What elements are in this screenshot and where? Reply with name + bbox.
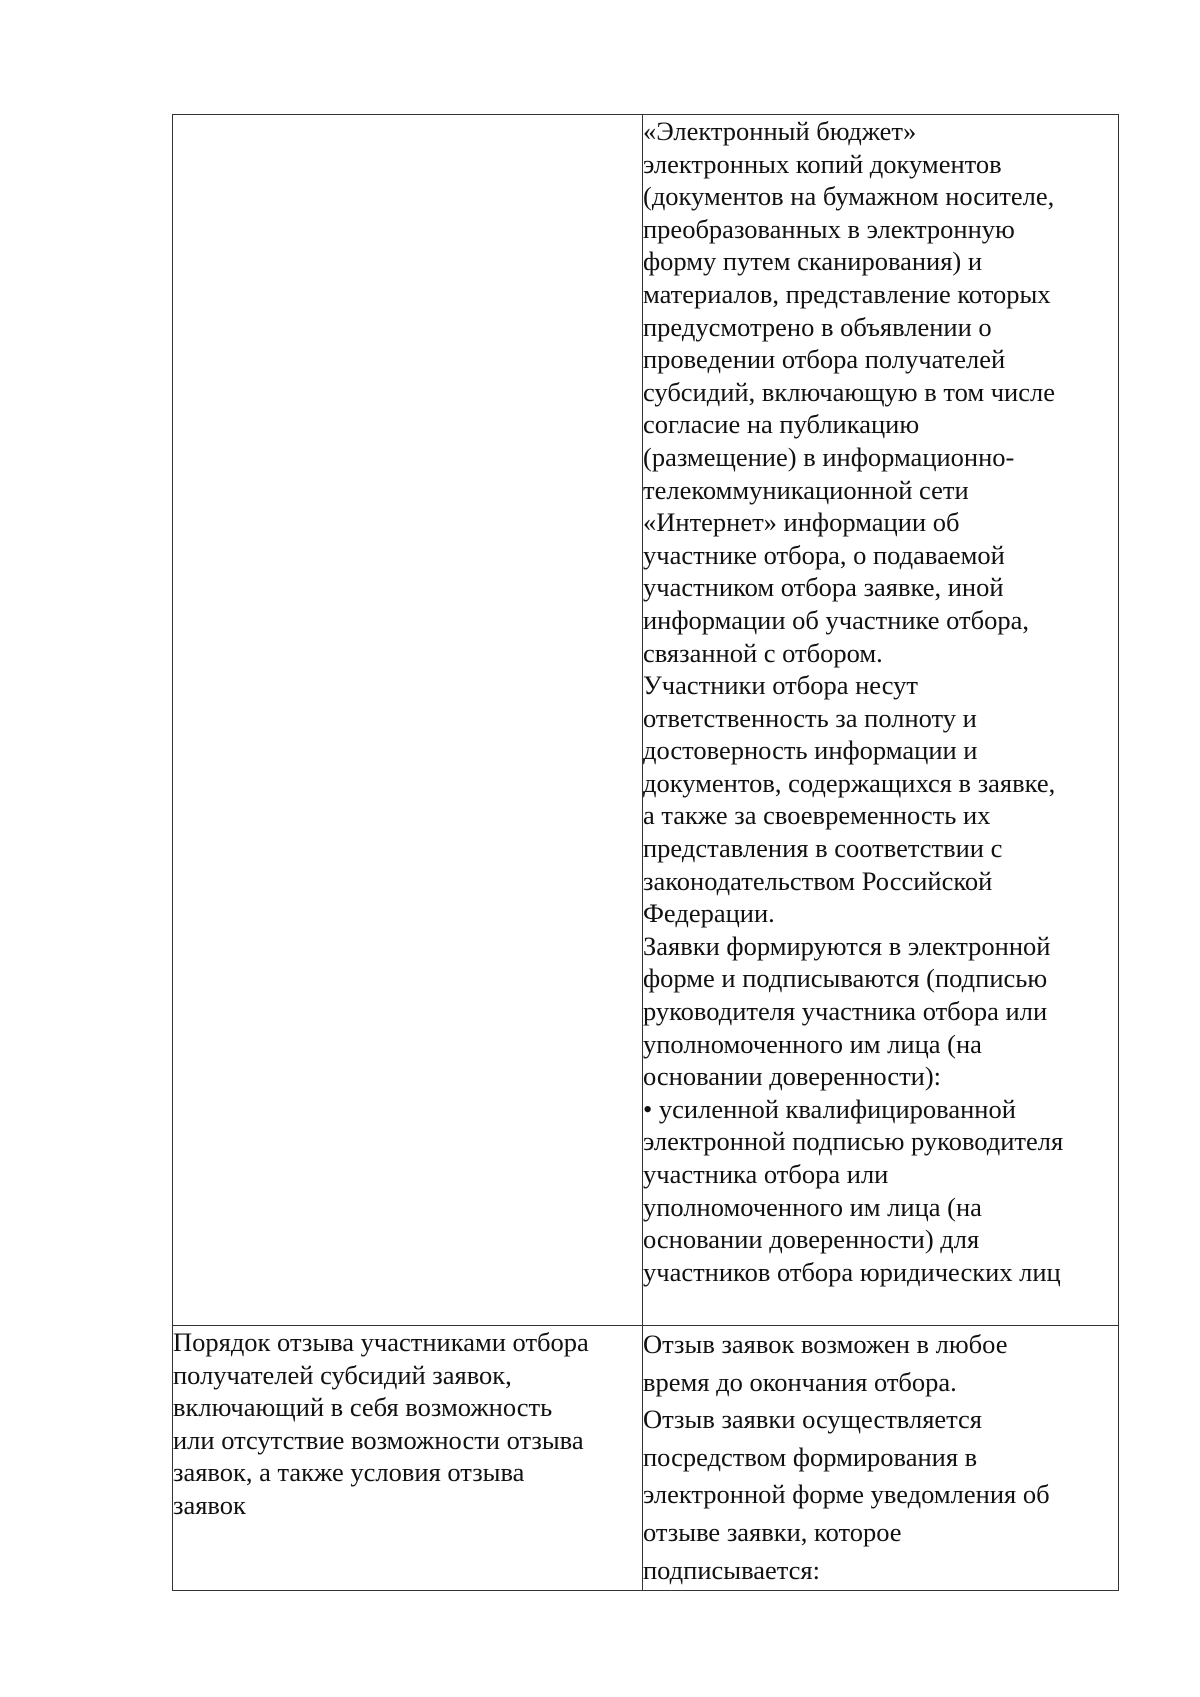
table-cell-withdrawal-heading bbox=[173, 1326, 643, 1591]
text-line: участником отбора заявке, иной bbox=[643, 572, 1004, 603]
text-line: участников отбора юридических лиц bbox=[643, 1256, 1061, 1287]
text-line: согласие на публикацию bbox=[643, 409, 920, 440]
text-line: форме и подписываются (подписью bbox=[643, 963, 1048, 994]
text-line: основании доверенности): bbox=[643, 1061, 942, 1092]
text-line: материалов, представление которых bbox=[643, 278, 1051, 309]
text-line: (документов на бумажном носителе, bbox=[643, 181, 1055, 212]
text-line: уполномоченного им лица (на bbox=[643, 1028, 982, 1059]
text-line: телекоммуникационной сети bbox=[643, 474, 969, 505]
table-row bbox=[173, 115, 1119, 1326]
text-line: получателей субсидий заявок, bbox=[173, 1359, 512, 1390]
text-line: уполномоченного им лица (на bbox=[643, 1191, 982, 1222]
document-table bbox=[172, 114, 1119, 1591]
text-line: время до окончания отбора. bbox=[643, 1366, 957, 1397]
text-line: законодательством Российской bbox=[643, 865, 993, 896]
text-line: Федерации. bbox=[643, 898, 775, 929]
table-cell-withdrawal-text bbox=[643, 1326, 1119, 1591]
text-line: форму путем сканирования) и bbox=[643, 246, 983, 277]
text-line: Заявки формируются в электронной bbox=[643, 930, 1051, 961]
text-line: информации об участнике отбора, bbox=[643, 604, 1030, 635]
text-line: руководителя участника отбора или bbox=[643, 996, 1048, 1027]
text-line: или отсутствие возможности отзыва bbox=[173, 1424, 584, 1455]
text-line: Порядок отзыва участниками отбора bbox=[173, 1327, 589, 1357]
text-line: посредством формирования в bbox=[643, 1441, 978, 1472]
cell-text-block bbox=[643, 1326, 1118, 1589]
text-line: • усиленной квалифицированной bbox=[643, 1093, 1016, 1124]
text-line: (размещение) в информационно- bbox=[643, 441, 1015, 472]
cell-text-block bbox=[173, 1326, 642, 1522]
text-line: Отзыв заявки осуществляется bbox=[643, 1404, 983, 1435]
table-cell-submission-text bbox=[643, 115, 1119, 1326]
table-cell-left-empty bbox=[173, 115, 643, 1326]
text-line: Отзыв заявок возможен в любое bbox=[643, 1329, 1008, 1359]
text-line: участнике отбора, о подаваемой bbox=[643, 539, 1005, 570]
text-line: электронной форме уведомления об bbox=[643, 1479, 1050, 1510]
text-line: связанной с отбором. bbox=[643, 637, 883, 668]
text-line: преобразованных в электронную bbox=[643, 213, 1015, 244]
text-line: подписывается: bbox=[643, 1554, 820, 1585]
text-line: проведении отбора получателей bbox=[643, 344, 1006, 375]
text-line: достоверность информации и bbox=[643, 735, 978, 766]
text-line: субсидий, включающую в том числе bbox=[643, 376, 1055, 407]
text-line: электронной подписью руководителя bbox=[643, 1126, 1064, 1157]
text-line: основании доверенности) для bbox=[643, 1224, 980, 1255]
text-line: Участники отбора несут bbox=[643, 670, 918, 701]
text-line: предусмотрено в объявлении о bbox=[643, 311, 992, 342]
text-line: отзыве заявки, которое bbox=[643, 1516, 902, 1547]
text-line: заявок, а также условия отзыва bbox=[173, 1457, 525, 1488]
text-line: а также за своевременность их bbox=[643, 800, 991, 831]
text-line: электронных копий документов bbox=[643, 148, 1002, 179]
cell-text-block bbox=[643, 115, 1118, 1288]
text-line: «Интернет» информации об bbox=[643, 507, 960, 538]
text-line: «Электронный бюджет» bbox=[643, 116, 917, 146]
text-line: включающий в себя возможность bbox=[173, 1392, 553, 1423]
text-line: документов, содержащихся в заявке, bbox=[643, 767, 1056, 798]
text-line: ответственность за полноту и bbox=[643, 702, 977, 733]
text-line: представления в соответствии с bbox=[643, 833, 1003, 864]
text-line: участника отбора или bbox=[643, 1159, 889, 1189]
text-line: заявок bbox=[173, 1489, 246, 1520]
table-row bbox=[173, 1326, 1119, 1591]
